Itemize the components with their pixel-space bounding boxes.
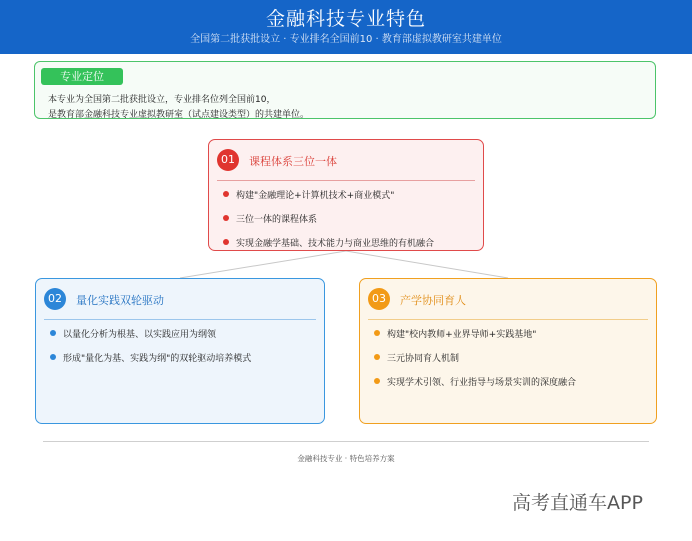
bullet-dot-icon (374, 330, 380, 336)
card-item-text: 实现学术引领、行业指导与场景实训的深度融合 (387, 378, 577, 388)
bullet-dot-icon (374, 378, 380, 384)
card-list-item (374, 375, 576, 388)
card-item-text: 三元协同育人机制 (387, 354, 460, 364)
positioning-text-line: 是教育部金融科技专业虚拟教研室（试点建设类型）的共建单位。 (48, 110, 310, 120)
card-divider (368, 319, 648, 320)
card-list-item (223, 212, 317, 225)
bullet-dot-icon (223, 215, 229, 221)
bullet-dot-icon (50, 354, 56, 360)
card-divider (44, 319, 316, 320)
card-number-badge: 03 (368, 288, 390, 310)
card-list-item (50, 351, 251, 364)
card-title: 课程体系三位一体 (249, 155, 337, 168)
watermark: 高考直通车APP (512, 492, 643, 514)
bullet-dot-icon (223, 239, 229, 245)
card-number-badge: 02 (44, 288, 66, 310)
bullet-dot-icon (223, 191, 229, 197)
page-subtitle: 全国第二批获批设立 · 专业排名全国前10 · 教育部虚拟教研室共建单位 (190, 34, 502, 45)
footer-caption: 金融科技专业 · 特色培养方案 (297, 454, 395, 463)
card-list-item (374, 327, 536, 340)
bullet-dot-icon (50, 330, 56, 336)
card-title: 量化实践双轮驱动 (76, 294, 164, 307)
feature-card-industry (359, 278, 657, 424)
card-list-item (374, 351, 459, 364)
card-item-text: 构建"校内教师+业界导师+实践基地" (387, 330, 537, 340)
bullet-dot-icon (374, 354, 380, 360)
card-title: 产学协同育人 (400, 294, 466, 307)
card-list-item (223, 188, 394, 201)
card-item-text: 形成"量化为基、实践为纲"的双轮驱动培养模式 (63, 354, 252, 364)
positioning-text-line: 本专业为全国第二批获批设立，专业排名位列全国前10， (48, 95, 276, 105)
connector-line-left (180, 251, 346, 278)
connector-line-right (346, 251, 508, 278)
card-item-text: 构建"金融理论+计算机技术+商业模式" (236, 191, 395, 201)
footer-divider (43, 441, 649, 442)
card-number-badge: 01 (217, 149, 239, 171)
card-item-text: 以量化分析为根基、以实践应用为纲领 (63, 330, 217, 340)
feature-card-curriculum (208, 139, 484, 251)
feature-card-quant (35, 278, 325, 424)
card-item-text: 实现金融学基础、技术能力与商业思维的有机融合 (236, 239, 435, 249)
card-list-item (50, 327, 216, 340)
positioning-tag: 专业定位 (41, 68, 123, 85)
page-title: 金融科技专业特色 (265, 8, 426, 30)
card-divider (217, 180, 475, 181)
card-item-text: 三位一体的课程体系 (236, 215, 318, 225)
card-list-item (223, 236, 434, 249)
